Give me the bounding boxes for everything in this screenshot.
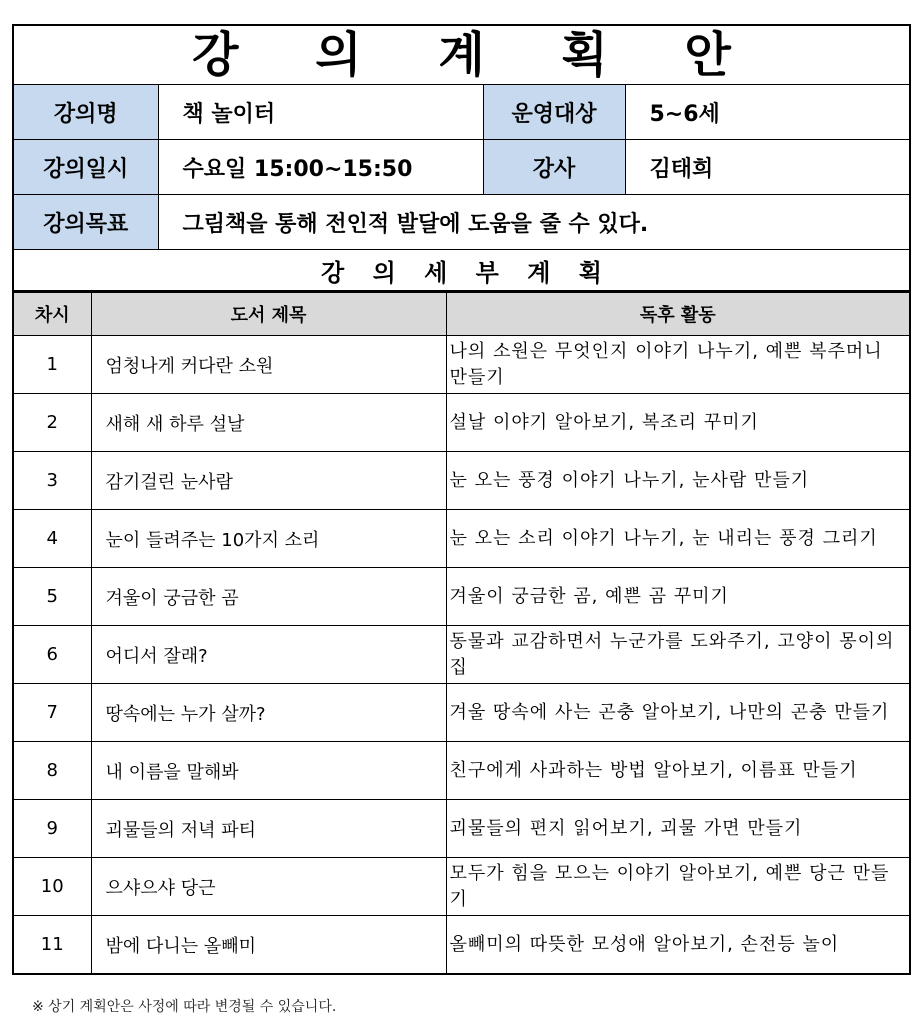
lecture-plan-document: [12, 24, 909, 975]
detail-plan-title: 강 의 세 부 계 획: [13, 250, 910, 292]
table-row: [13, 452, 910, 510]
book-title: 새해 새 하루 설날: [91, 394, 446, 452]
table-row: [13, 800, 910, 858]
activity: 친구에게 사과하는 방법 알아보기, 이름표 만들기: [446, 742, 910, 800]
footnote: ※ 상기 계획안은 사정에 따라 변경될 수 있습니다.: [32, 999, 337, 1015]
table-row: [13, 394, 910, 452]
activity: 겨울 땅속에 사는 곤충 알아보기, 나만의 곤충 만들기: [446, 684, 910, 742]
table-row: [13, 742, 910, 800]
activity: 겨울이 궁금한 곰, 예쁜 곰 꾸미기: [446, 568, 910, 626]
goal-value: 그림책을 통해 전인적 발달에 도움을 줄 수 있다.: [158, 195, 910, 250]
activity: 눈 오는 소리 이야기 나누기, 눈 내리는 풍경 그리기: [446, 510, 910, 568]
activity: 나의 소원은 무엇인지 이야기 나누기, 예쁜 복주머니 만들기: [446, 336, 910, 394]
instructor-label: 강사: [483, 140, 625, 195]
book-title: 으샤으샤 당근: [91, 858, 446, 916]
table-row: [13, 684, 910, 742]
target-audience-value: 5~6세: [625, 85, 910, 140]
table-row: [13, 510, 910, 568]
activity: 설날 이야기 알아보기, 복조리 꾸미기: [446, 394, 910, 452]
session-number: 2: [13, 394, 91, 452]
session-number: 11: [13, 916, 91, 975]
session-number: 4: [13, 510, 91, 568]
session-number: 9: [13, 800, 91, 858]
activity: 괴물들의 편지 읽어보기, 괴물 가면 만들기: [446, 800, 910, 858]
column-header-book-title: 도서 제목: [91, 293, 446, 336]
session-number: 5: [13, 568, 91, 626]
activity: 동물과 교감하면서 누군가를 도와주기, 고양이 몽이의 집: [446, 626, 910, 684]
table-header-row: [13, 293, 910, 336]
book-title: 눈이 들려주는 10가지 소리: [91, 510, 446, 568]
table-row: [13, 916, 910, 975]
table-row: [13, 626, 910, 684]
column-header-session: 차시: [13, 293, 91, 336]
book-title: 겨울이 궁금한 곰: [91, 568, 446, 626]
session-number: 7: [13, 684, 91, 742]
session-number: 10: [13, 858, 91, 916]
course-name-value: 책 놀이터: [158, 85, 483, 140]
book-title: 어디서 잘래?: [91, 626, 446, 684]
book-title: 밤에 다니는 올빼미: [91, 916, 446, 975]
book-title: 내 이름을 말해봐: [91, 742, 446, 800]
column-header-activity: 독후 활동: [446, 293, 910, 336]
table-row: [13, 568, 910, 626]
detail-plan-table: [12, 292, 911, 975]
course-name-label: 강의명: [13, 85, 158, 140]
target-audience-label: 운영대상: [483, 85, 625, 140]
table-row: [13, 336, 910, 394]
activity: 눈 오는 풍경 이야기 나누기, 눈사람 만들기: [446, 452, 910, 510]
activity: 모두가 힘을 모으는 이야기 알아보기, 예쁜 당근 만들기: [446, 858, 910, 916]
datetime-value: 수요일 15:00~15:50: [158, 140, 483, 195]
goal-label: 강의목표: [13, 195, 158, 250]
plan-header-table: [12, 24, 911, 292]
session-number: 6: [13, 626, 91, 684]
activity: 올빼미의 따뜻한 모성애 알아보기, 손전등 놀이: [446, 916, 910, 975]
session-number: 8: [13, 742, 91, 800]
book-title: 엄청나게 커다란 소원: [91, 336, 446, 394]
document-title: 강 의 계 획 안: [13, 25, 910, 85]
table-row: [13, 858, 910, 916]
session-number: 1: [13, 336, 91, 394]
book-title: 괴물들의 저녁 파티: [91, 800, 446, 858]
book-title: 감기걸린 눈사람: [91, 452, 446, 510]
session-number: 3: [13, 452, 91, 510]
book-title: 땅속에는 누가 살까?: [91, 684, 446, 742]
datetime-label: 강의일시: [13, 140, 158, 195]
instructor-value: 김태희: [625, 140, 910, 195]
